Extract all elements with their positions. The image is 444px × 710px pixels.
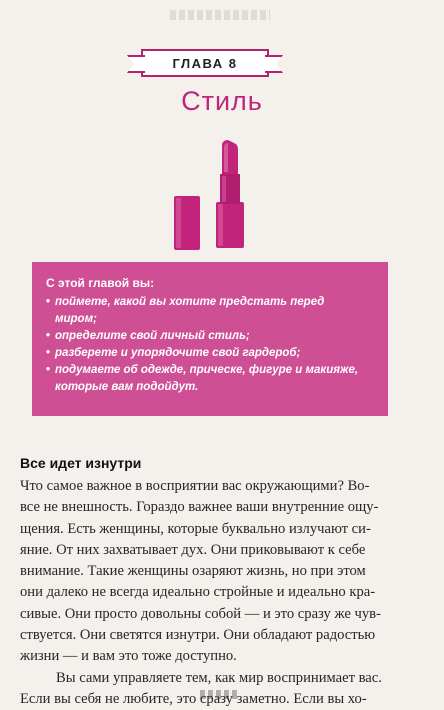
text-line: Что самое важное в восприятии вас окружающими? Во- (20, 478, 370, 494)
summary-lead: С этой главой вы: (46, 276, 155, 290)
chapter-title: Стиль (181, 86, 263, 116)
chapter-banner (141, 49, 269, 77)
text-line: сивые. Они просто довольны собой — и это сразу же чув- (20, 605, 381, 622)
text-line: яние. От них захватывает дух. Они приковывают к себе (20, 541, 366, 558)
section-heading: Все идет изнутри (20, 455, 142, 471)
lipstick-icon (170, 138, 260, 250)
bleed-through-header (170, 10, 270, 20)
text-line: Если вы себя не любите, это сразу заметно. Если вы хо- (20, 690, 367, 707)
chapter-label: ГЛАВА 8 (172, 55, 238, 71)
banner-ribbon-right (265, 55, 283, 73)
summary-item: • поймете, какой вы хотите предстать перед миром; (46, 294, 374, 328)
text-line: внимание. Такие женщины озаряют жизнь, но при этом (20, 563, 366, 580)
summary-list (46, 294, 374, 396)
text-line: Вы сами управляете тем, как мир воспринимает вас. (56, 669, 382, 686)
text-line: ствуется. Они светятся изнутри. Они обладают радостью (20, 627, 376, 644)
body-paragraphs (20, 476, 428, 710)
summary-item: • определите свой личный стиль; (46, 328, 374, 345)
text-line: все не внешность. Гораздо важнее ваши внутренние ощу- (20, 499, 379, 516)
text-line: жизни — и вам это тоже доступно. (20, 648, 237, 665)
chapter-summary-box (32, 262, 388, 416)
banner-ribbon-left (127, 55, 145, 73)
text-line: щения. Есть женщины, которые буквально излучают си- (20, 520, 371, 537)
page-number-cutoff (200, 690, 240, 699)
text-line: они далеко не всегда идеально стройные и идеально кра- (20, 584, 376, 601)
summary-item: • подумаете об одежде, прическе, фигуре и макияже, которые вам подойдут. (46, 362, 374, 396)
summary-item: • разберете и упорядочите свой гардероб; (46, 345, 374, 362)
